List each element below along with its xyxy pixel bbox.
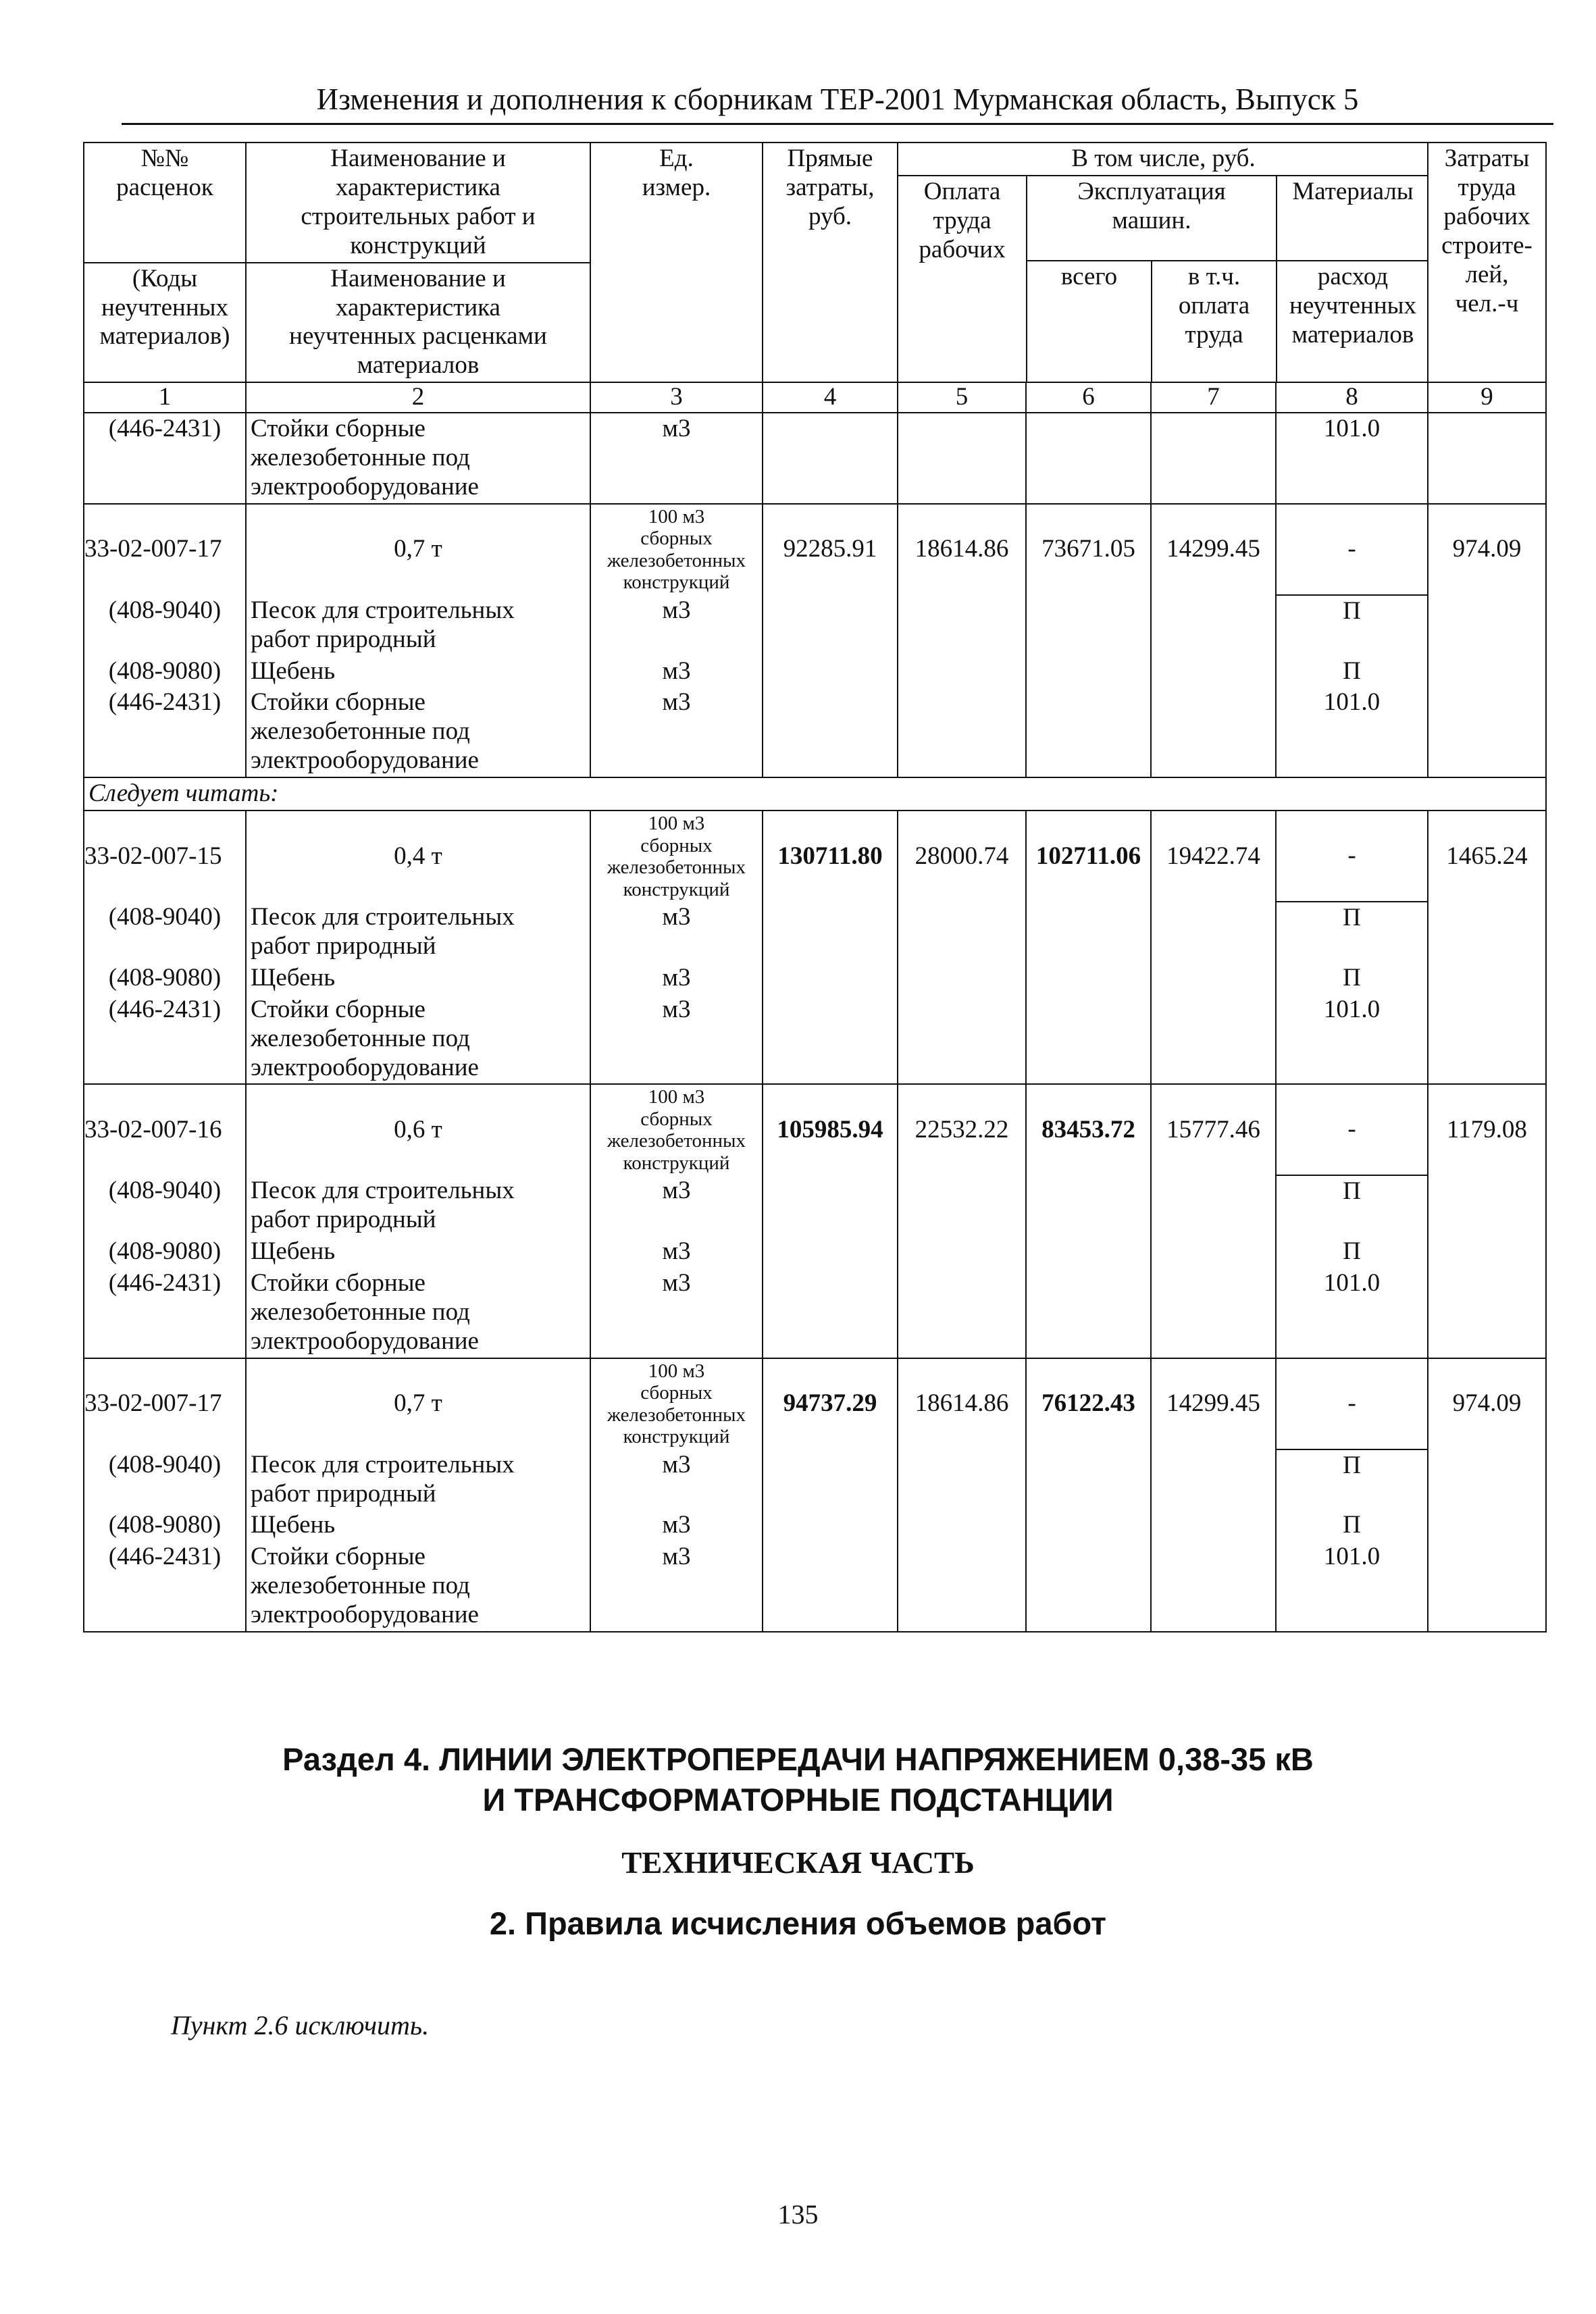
empty-cell [1151,687,1276,777]
material-code: (408-9080) [84,656,246,688]
empty-cell [1428,962,1546,994]
work-name: 0,7 т [246,504,590,595]
machines-total: 76122.43 [1026,1358,1151,1449]
column-number: 5 [898,382,1026,413]
material-qty: П [1276,656,1428,688]
hdr-rate-number: №№ расценок [84,143,246,263]
materials-cost: - [1276,504,1428,595]
empty-cell [1151,1175,1276,1236]
machines-labor: 19422.74 [1151,811,1276,902]
empty-cell [763,687,898,777]
empty-cell [1026,1175,1151,1236]
labor-hours: 974.09 [1428,1358,1546,1449]
empty-cell [898,1510,1026,1541]
hdr-material-codes: (Коды неучтенных материалов) [84,263,246,383]
section-title [0,1739,1596,1820]
material-name: Стойки сборные железобетонные под электрооборудование [246,994,590,1085]
empty-cell [1151,656,1276,688]
material-qty: П [1276,595,1428,656]
table-row [84,1541,1546,1632]
table-row [84,656,1546,688]
material-name: Песок для строительных работ природный [246,902,590,962]
empty-cell [1026,413,1151,504]
material-name: Песок для строительных работ природный [246,1449,590,1510]
column-number: 7 [1151,382,1276,413]
empty-cell [1151,1449,1276,1510]
empty-cell [1026,1510,1151,1541]
column-number: 9 [1428,382,1546,413]
page-number: 135 [777,2199,819,2230]
empty-cell [898,962,1026,994]
empty-cell [1026,1449,1151,1510]
table-row [84,962,1546,994]
machines-total: 73671.05 [1026,504,1151,595]
material-unit: м3 [590,656,763,688]
material-code: (408-9040) [84,1449,246,1510]
table-row [84,994,1546,1085]
empty-cell [763,962,898,994]
labor-hours: 974.09 [1428,504,1546,595]
material-unit: м3 [590,902,763,962]
material-qty: П [1276,1175,1428,1236]
material-name: Щебень [246,1510,590,1541]
empty-cell [1151,1268,1276,1358]
material-qty: 101.0 [1276,1541,1428,1632]
empty-cell [1026,687,1151,777]
table-row [84,1084,1546,1175]
table-row [84,1510,1546,1541]
rules-heading: 2. Правила исчисления объемов работ [489,1905,1107,1941]
empty-cell [1151,902,1276,962]
material-unit: м3 [590,1449,763,1510]
empty-cell [1151,1236,1276,1268]
direct-costs: 105985.94 [763,1084,898,1175]
direct-costs: 92285.91 [763,504,898,595]
labor-hours: 1179.08 [1428,1084,1546,1175]
empty-cell [898,1268,1026,1358]
material-code: (446-2431) [84,994,246,1085]
material-code: (408-9040) [84,902,246,962]
unit: 100 м3 сборных железобетонных конструкций [590,1084,763,1175]
material-name: Стойки сборные железобетонные под электрооборудование [246,413,590,504]
empty-cell [1151,994,1276,1085]
table-row [84,687,1546,777]
empty-cell [763,1449,898,1510]
empty-cell [1026,1268,1151,1358]
material-name: Стойки сборные железобетонные под электрооборудование [246,1541,590,1632]
table-row [84,777,1546,811]
empty-cell [1428,595,1546,656]
material-unit: м3 [590,687,763,777]
empty-cell [1026,962,1151,994]
machines-labor: 14299.45 [1151,1358,1276,1449]
column-number: 4 [763,382,898,413]
rate-code: 33-02-007-15 [84,811,246,902]
material-name: Щебень [246,962,590,994]
note-text: Пункт 2.6 исключить. [171,2010,430,2040]
material-code: (408-9080) [84,962,246,994]
table-row [84,382,1546,413]
material-qty: 101.0 [1276,413,1428,504]
empty-cell [1428,1268,1546,1358]
material-code: (408-9080) [84,1510,246,1541]
empty-cell [763,994,898,1085]
column-number: 8 [1276,382,1428,413]
empty-cell [1026,994,1151,1085]
material-name: Щебень [246,1236,590,1268]
table-row [84,413,1546,504]
labor-pay: 18614.86 [898,1358,1026,1449]
material-unit: м3 [590,413,763,504]
hdr-material-usage: расход неучтенных материалов [1289,262,1416,349]
direct-costs: 130711.80 [763,811,898,902]
section-title-line1: Раздел 4. ЛИНИИ ЭЛЕКТРОПЕРЕДАЧИ НАПРЯЖЕНИЕМ 0,38-35 кВ [282,1741,1314,1777]
page-header [122,76,1553,125]
material-unit: м3 [590,595,763,656]
hdr-machines-total: всего [1027,261,1152,382]
materials-cost: - [1276,1358,1428,1449]
table-row [84,902,1546,962]
labor-pay: 18614.86 [898,504,1026,595]
material-code: (408-9080) [84,1236,246,1268]
hdr-group-and-labor [898,143,1428,382]
empty-cell [1428,1449,1546,1510]
rate-code: 33-02-007-17 [84,504,246,595]
empty-cell [898,1236,1026,1268]
empty-cell [1151,595,1276,656]
material-qty: П [1276,962,1428,994]
hdr-labor-pay: Оплата труда рабочих [898,176,1027,382]
empty-cell [1151,1510,1276,1541]
hdr-unit: Ед. измер. [590,143,763,382]
labor-pay: 28000.74 [898,811,1026,902]
material-unit: м3 [590,1268,763,1358]
empty-cell [763,656,898,688]
empty-cell [763,1541,898,1632]
table-row [84,1175,1546,1236]
column-number: 6 [1026,382,1151,413]
hdr-including: В том числе, руб. [898,143,1428,176]
rate-code: 33-02-007-16 [84,1084,246,1175]
header-title: Изменения и дополнения к сборникам ТЕР-2001 Мурманская область, Выпуск 5 [316,82,1359,116]
material-code: (446-2431) [84,1268,246,1358]
empty-cell [1428,994,1546,1085]
empty-cell [763,413,898,504]
material-name: Стойки сборные железобетонные под электрооборудование [246,687,590,777]
unit: 100 м3 сборных железобетонных конструкций [590,811,763,902]
rate-code: 33-02-007-17 [84,1358,246,1449]
technical-part-heading: ТЕХНИЧЕСКАЯ ЧАСТЬ [621,1846,975,1880]
work-name: 0,7 т [246,1358,590,1449]
column-number: 3 [590,382,763,413]
empty-cell [1428,1510,1546,1541]
hdr-machines: Эксплуатация машин. [1027,176,1277,261]
empty-cell [1026,1236,1151,1268]
table-row [84,595,1546,656]
empty-cell [1151,1541,1276,1632]
empty-cell [1151,413,1276,504]
material-code: (408-9040) [84,1175,246,1236]
material-unit: м3 [590,1510,763,1541]
empty-cell [1428,1236,1546,1268]
unit: 100 м3 сборных железобетонных конструкций [590,1358,763,1449]
hdr-machines-labor: в т.ч. оплата труда [1152,261,1277,382]
empty-cell [763,1268,898,1358]
material-qty: 101.0 [1276,1268,1428,1358]
material-name: Щебень [246,656,590,688]
machines-labor: 14299.45 [1151,504,1276,595]
empty-cell [898,656,1026,688]
table-row [84,1358,1546,1449]
section-title-line2: И ТРАНСФОРМАТОРНЫЕ ПОДСТАНЦИИ [482,1782,1114,1818]
table-row [84,811,1546,902]
table-row [84,143,1546,263]
material-code: (446-2431) [84,1541,246,1632]
table-row [84,1449,1546,1510]
hdr-material-names: Наименование и характеристика неучтенных расценками материалов [246,263,590,383]
empty-cell [763,902,898,962]
empty-cell [1428,687,1546,777]
material-qty: П [1276,1449,1428,1510]
empty-cell [1026,595,1151,656]
empty-cell [1151,962,1276,994]
material-qty: П [1276,1236,1428,1268]
material-name: Стойки сборные железобетонные под электрооборудование [246,1268,590,1358]
follow-label: Следует читать: [84,777,1546,811]
material-code: (408-9040) [84,595,246,656]
empty-cell [1428,413,1546,504]
material-unit: м3 [590,1236,763,1268]
empty-cell [1428,1541,1546,1632]
material-unit: м3 [590,994,763,1085]
empty-cell [898,1175,1026,1236]
hdr-direct-costs: Прямые затраты, руб. [763,143,898,382]
empty-cell [763,1236,898,1268]
material-unit: м3 [590,1541,763,1632]
material-unit: м3 [590,1175,763,1236]
material-name: Песок для строительных работ природный [246,1175,590,1236]
material-qty: 101.0 [1276,994,1428,1085]
empty-cell [1026,1541,1151,1632]
empty-cell [898,687,1026,777]
work-name: 0,4 т [246,811,590,902]
material-unit: м3 [590,962,763,994]
empty-cell [1428,656,1546,688]
empty-cell [1428,902,1546,962]
table-row [84,504,1546,595]
empty-cell [898,1449,1026,1510]
table-row [84,1268,1546,1358]
hdr-labor-hours: Затраты труда рабочих строите- лей, чел.-ч [1428,143,1546,382]
material-code: (446-2431) [84,413,246,504]
direct-costs: 94737.29 [763,1358,898,1449]
material-qty: П [1276,902,1428,962]
empty-cell [763,1510,898,1541]
material-name: Песок для строительных работ природный [246,595,590,656]
labor-hours: 1465.24 [1428,811,1546,902]
labor-pay: 22532.22 [898,1084,1026,1175]
machines-labor: 15777.46 [1151,1084,1276,1175]
empty-cell [1026,656,1151,688]
column-number: 2 [246,382,590,413]
machines-total: 83453.72 [1026,1084,1151,1175]
materials-cost: - [1276,1084,1428,1175]
material-code: (446-2431) [84,687,246,777]
empty-cell [1026,902,1151,962]
table-row [84,1236,1546,1268]
material-qty: 101.0 [1276,687,1428,777]
empty-cell [1428,1175,1546,1236]
empty-cell [763,595,898,656]
empty-cell [898,902,1026,962]
hdr-materials: Материалы [1277,176,1428,261]
empty-cell [898,413,1026,504]
work-name: 0,6 т [246,1084,590,1175]
unit: 100 м3 сборных железобетонных конструкций [590,504,763,595]
empty-cell [898,595,1026,656]
empty-cell [763,1175,898,1236]
material-qty: П [1276,1510,1428,1541]
empty-cell [898,994,1026,1085]
materials-cost: - [1276,811,1428,902]
rates-table [83,142,1547,1632]
empty-cell [898,1541,1026,1632]
column-number: 1 [84,382,246,413]
hdr-work-name: Наименование и характеристика строительных работ и конструкций [246,143,590,263]
machines-total: 102711.06 [1026,811,1151,902]
